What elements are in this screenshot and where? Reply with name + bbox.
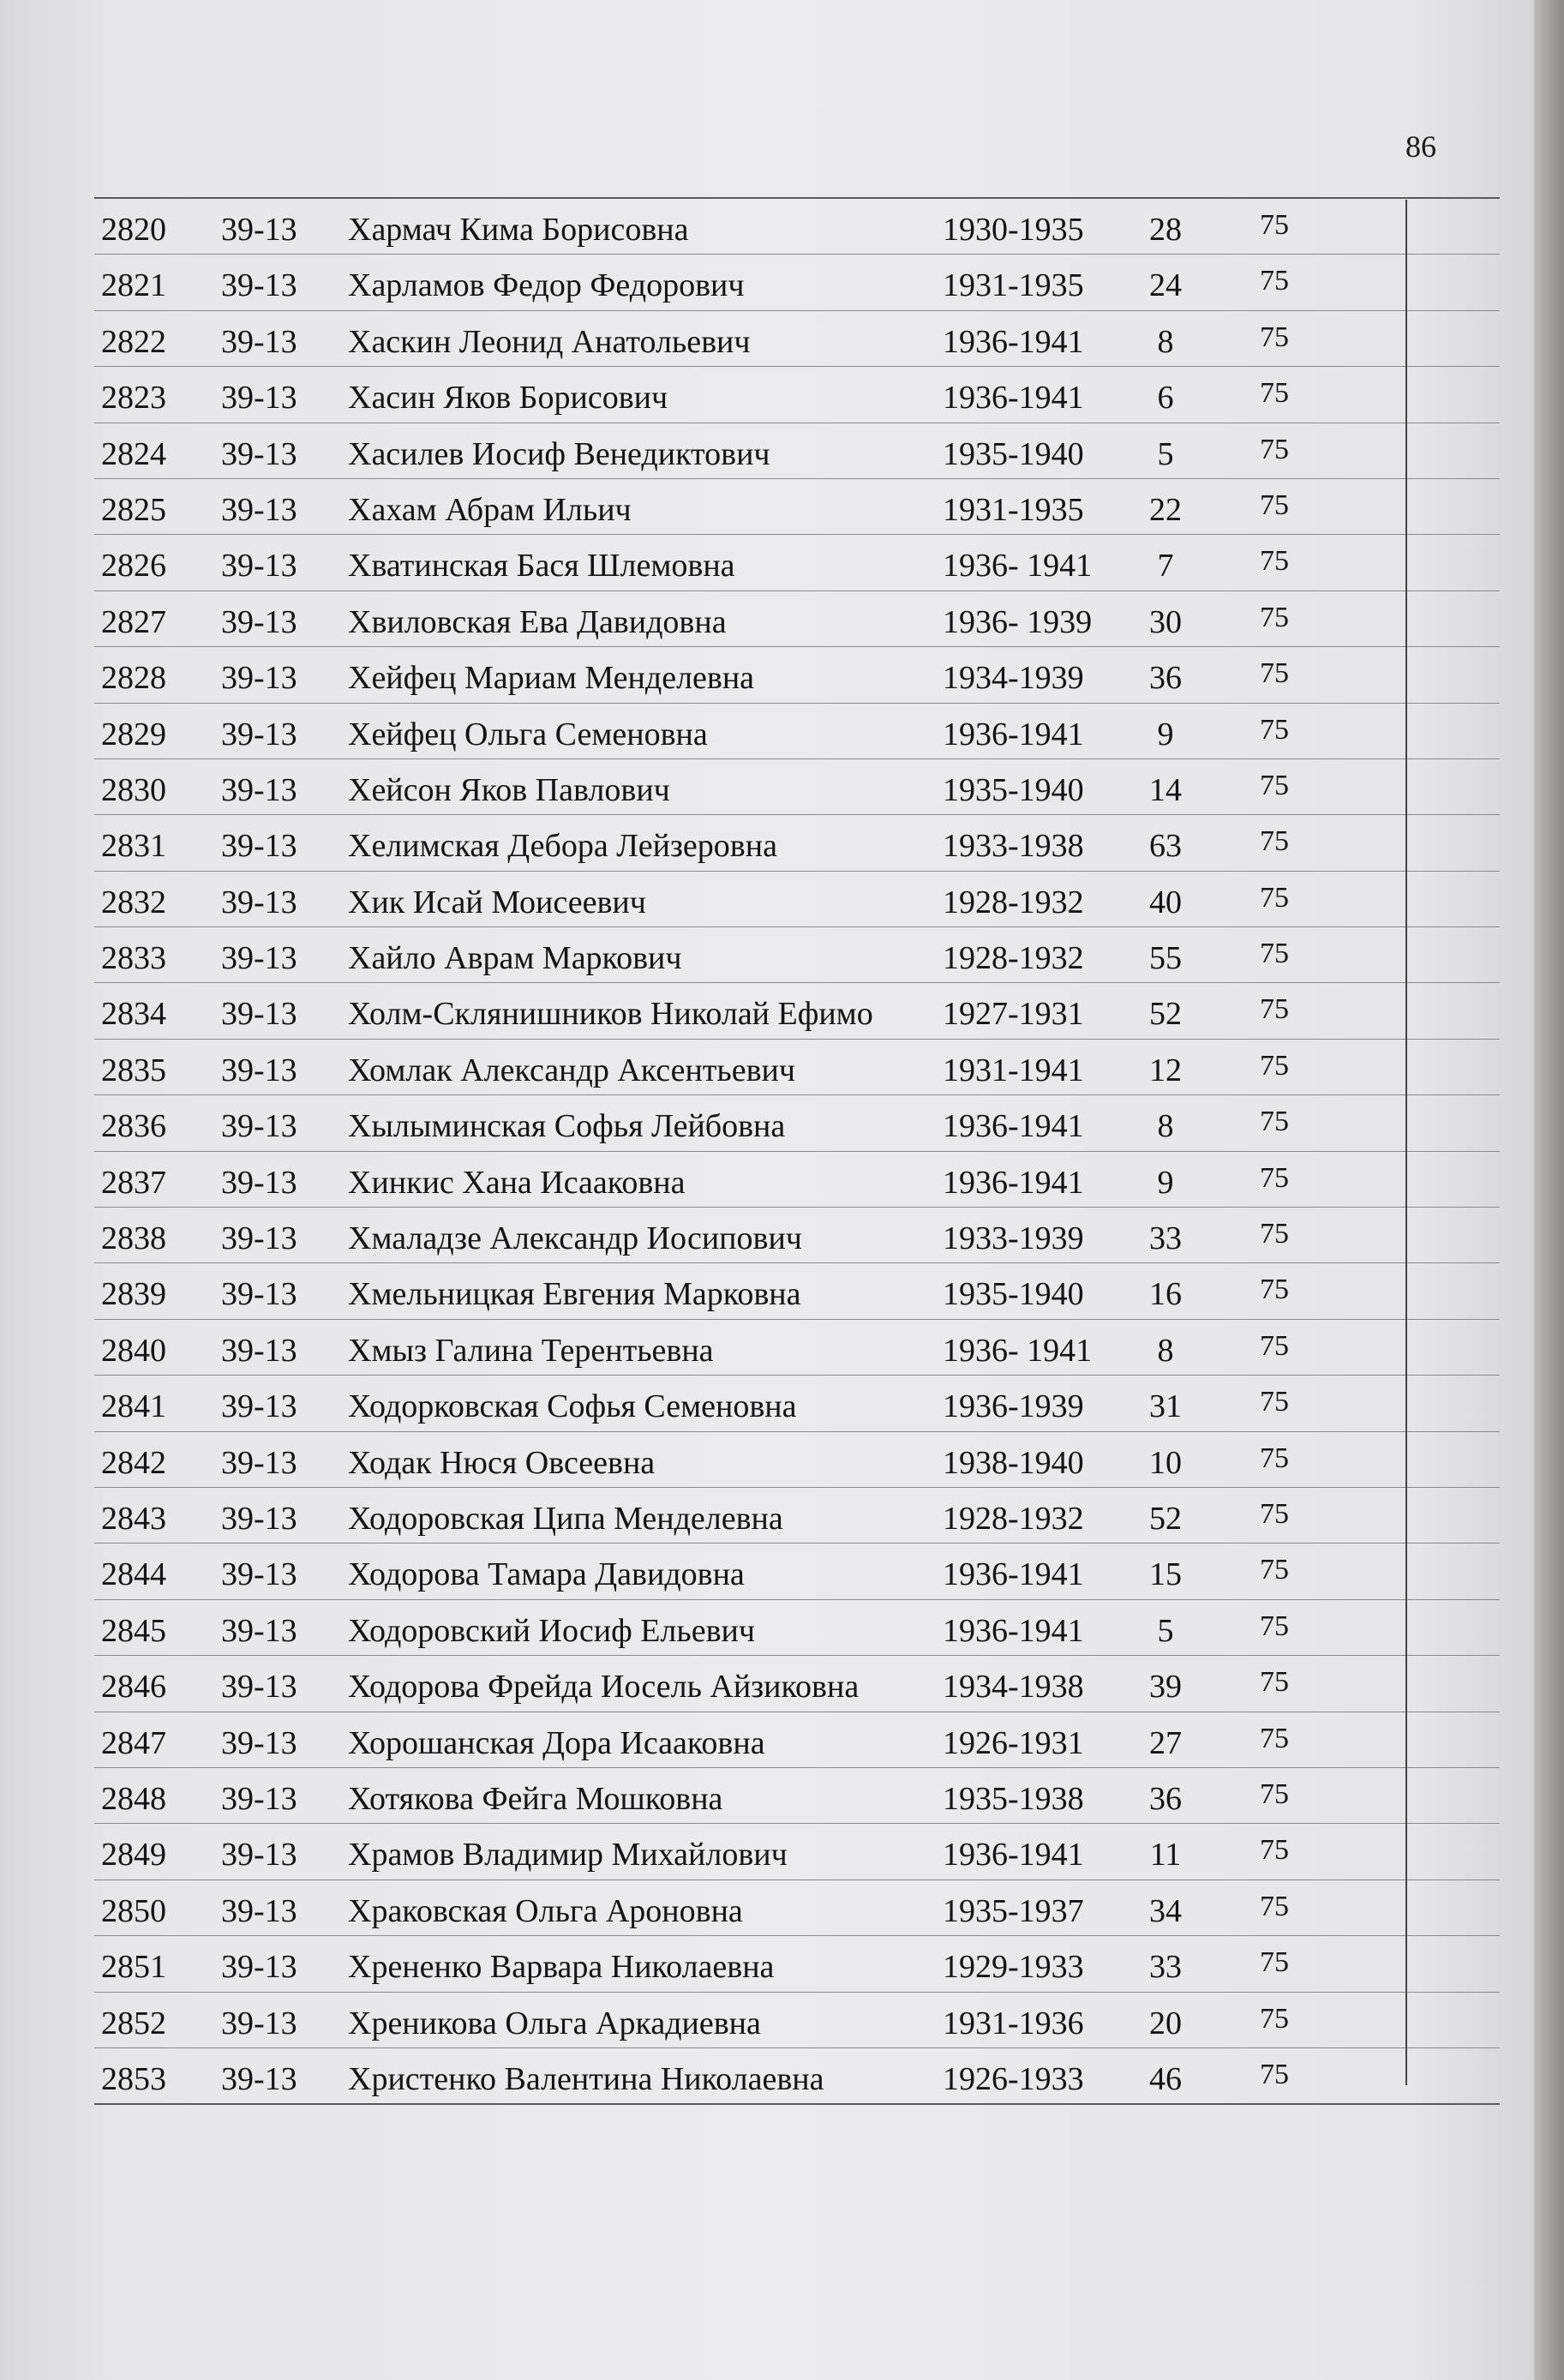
record-years: 1931-1936	[943, 2005, 1084, 2041]
record-code: 39-13	[221, 267, 297, 304]
record-count: 9	[1157, 1164, 1174, 1201]
record-count: 36	[1149, 660, 1182, 697]
table-row	[94, 1824, 1500, 1879]
record-number: 2839	[101, 1276, 166, 1313]
table-row	[94, 1544, 1500, 1599]
record-code: 39-13	[221, 996, 297, 1033]
record-name: Христенко Валентина Николаевна	[348, 2060, 824, 2097]
record-years: 1936-1941	[943, 716, 1084, 752]
record-number: 2847	[101, 1724, 166, 1761]
record-number: 2850	[101, 1892, 166, 1929]
record-code: 39-13	[221, 716, 297, 752]
record-term: 75	[1260, 545, 1289, 578]
record-number: 2848	[101, 1780, 166, 1817]
table-row	[94, 1095, 1500, 1151]
record-years: 1936-1941	[943, 1837, 1084, 1873]
record-name: Хасин Яков Борисович	[348, 380, 668, 417]
table-row	[94, 1376, 1500, 1431]
record-term: 75	[1260, 1274, 1289, 1306]
record-number: 2833	[101, 940, 166, 977]
record-term: 75	[1260, 1554, 1289, 1586]
record-number: 2829	[101, 716, 166, 752]
record-term: 75	[1260, 769, 1289, 801]
record-years: 1933-1938	[943, 828, 1084, 865]
record-term: 75	[1260, 601, 1289, 633]
record-count: 11	[1149, 1837, 1182, 1873]
record-count: 16	[1149, 1276, 1182, 1313]
record-name: Харламов Федор Федорович	[348, 267, 745, 304]
record-count: 7	[1157, 548, 1174, 585]
record-count: 28	[1149, 212, 1182, 248]
record-code: 39-13	[221, 884, 297, 920]
record-years: 1928-1932	[943, 1500, 1084, 1537]
record-years: 1926-1933	[943, 2060, 1084, 2097]
record-count: 27	[1149, 1724, 1182, 1761]
record-term: 75	[1260, 993, 1289, 1026]
record-term: 75	[1260, 265, 1289, 297]
record-count: 20	[1149, 2005, 1182, 2041]
record-years: 1931-1935	[943, 491, 1084, 528]
record-count: 8	[1157, 1332, 1174, 1369]
record-count: 5	[1157, 1612, 1174, 1649]
record-count: 31	[1149, 1388, 1182, 1425]
record-code: 39-13	[221, 828, 297, 865]
record-name: Хейфец Ольга Семеновна	[348, 716, 708, 752]
record-name: Храковская Ольга Ароновна	[348, 1892, 743, 1929]
record-code: 39-13	[221, 1164, 297, 1201]
record-years: 1935-1940	[943, 1276, 1084, 1313]
record-years: 1929-1933	[943, 1949, 1084, 1986]
record-code: 39-13	[221, 771, 297, 808]
table-row	[94, 872, 1500, 927]
record-number: 2845	[101, 1612, 166, 1649]
record-years: 1936-1941	[943, 323, 1084, 360]
record-number: 2832	[101, 884, 166, 920]
record-number: 2835	[101, 1052, 166, 1088]
record-name: Хорошанская Дора Исааковна	[348, 1724, 765, 1761]
record-code: 39-13	[221, 1276, 297, 1313]
record-count: 15	[1149, 1556, 1182, 1593]
record-number: 2840	[101, 1332, 166, 1369]
table-row	[94, 367, 1500, 423]
table-row	[94, 1488, 1500, 1544]
record-term: 75	[1260, 1161, 1289, 1194]
record-term: 75	[1260, 1610, 1289, 1642]
table-row	[94, 1656, 1500, 1712]
record-name: Ходоровский Иосиф Ельевич	[348, 1612, 755, 1649]
record-name: Хайло Аврам Маркович	[348, 940, 682, 977]
table-row	[94, 311, 1500, 367]
record-number: 2831	[101, 828, 166, 865]
table-row	[94, 591, 1500, 647]
record-name: Хахам Абрам Ильич	[348, 491, 632, 528]
record-name: Хмаладзе Александр Иосипович	[348, 1220, 802, 1257]
table-row	[94, 647, 1500, 703]
record-name: Холм-Склянишников Николай Ефимо	[348, 996, 873, 1033]
record-years: 1934-1938	[943, 1669, 1084, 1706]
record-number: 2837	[101, 1164, 166, 1201]
record-count: 63	[1149, 828, 1182, 865]
record-count: 46	[1149, 2060, 1182, 2097]
record-number: 2852	[101, 2005, 166, 2041]
record-name: Ходорковская Софья Семеновна	[348, 1388, 797, 1425]
record-years: 1938-1940	[943, 1444, 1084, 1481]
record-term: 75	[1260, 1106, 1289, 1138]
record-name: Хик Исай Моисеевич	[348, 884, 646, 920]
table-row	[94, 927, 1500, 983]
record-number: 2827	[101, 603, 166, 640]
record-years: 1927-1931	[943, 996, 1084, 1033]
record-number: 2824	[101, 435, 166, 472]
record-years: 1936-1941	[943, 1164, 1084, 1201]
record-years: 1936- 1941	[943, 1332, 1093, 1369]
record-count: 10	[1149, 1444, 1182, 1481]
record-code: 39-13	[221, 1949, 297, 1986]
record-name: Хватинская Бася Шлемовна	[348, 548, 735, 585]
record-term: 75	[1260, 1497, 1289, 1530]
table-row	[94, 479, 1500, 535]
table-row	[94, 704, 1500, 759]
record-count: 33	[1149, 1220, 1182, 1257]
record-years: 1926-1931	[943, 1724, 1084, 1761]
record-number: 2846	[101, 1669, 166, 1706]
record-count: 40	[1149, 884, 1182, 920]
record-number: 2821	[101, 267, 166, 304]
record-name: Хармач Кима Борисовна	[348, 212, 689, 248]
record-number: 2828	[101, 660, 166, 697]
record-term: 75	[1260, 209, 1289, 241]
record-years: 1936- 1941	[943, 548, 1093, 585]
record-number: 2841	[101, 1388, 166, 1425]
record-term: 75	[1260, 1666, 1289, 1699]
record-years: 1931-1935	[943, 267, 1084, 304]
record-term: 75	[1260, 1946, 1289, 1979]
table-row	[94, 983, 1500, 1039]
record-years: 1935-1940	[943, 435, 1084, 472]
record-years: 1936-1941	[943, 1612, 1084, 1649]
record-number: 2822	[101, 323, 166, 360]
record-number: 2853	[101, 2060, 166, 2097]
record-term: 75	[1260, 433, 1289, 465]
record-term: 75	[1260, 489, 1289, 521]
table-row	[94, 255, 1500, 310]
table-row	[94, 1208, 1500, 1263]
table-row	[94, 759, 1500, 815]
record-code: 39-13	[221, 603, 297, 640]
record-code: 39-13	[221, 1500, 297, 1537]
record-name: Хинкис Хана Исааковна	[348, 1164, 686, 1201]
table-row	[94, 1040, 1500, 1095]
record-years: 1936-1941	[943, 1108, 1084, 1145]
table-row	[94, 1432, 1500, 1488]
record-count: 22	[1149, 491, 1182, 528]
record-code: 39-13	[221, 2005, 297, 2041]
record-term: 75	[1260, 938, 1289, 970]
record-count: 33	[1149, 1949, 1182, 1986]
record-code: 39-13	[221, 1892, 297, 1929]
record-code: 39-13	[221, 1837, 297, 1873]
record-term: 75	[1260, 1778, 1289, 1810]
table-row	[94, 1768, 1500, 1824]
record-code: 39-13	[221, 1556, 297, 1593]
table-row	[94, 1152, 1500, 1208]
record-name: Хасилев Иосиф Венедиктович	[348, 435, 770, 472]
record-years: 1935-1937	[943, 1892, 1084, 1929]
record-code: 39-13	[221, 940, 297, 977]
record-count: 24	[1149, 267, 1182, 304]
record-code: 39-13	[221, 1724, 297, 1761]
record-count: 5	[1157, 435, 1174, 472]
record-years: 1928-1932	[943, 940, 1084, 977]
table-row	[94, 1936, 1500, 1992]
record-code: 39-13	[221, 1444, 297, 1481]
record-code: 39-13	[221, 380, 297, 417]
record-code: 39-13	[221, 2060, 297, 2097]
record-count: 55	[1149, 940, 1182, 977]
record-term: 75	[1260, 377, 1289, 410]
record-code: 39-13	[221, 1780, 297, 1817]
table-row	[94, 199, 1500, 255]
record-years: 1934-1939	[943, 660, 1084, 697]
column-divider	[1405, 200, 1407, 2085]
record-years: 1936-1939	[943, 1388, 1084, 1425]
record-term: 75	[1260, 1442, 1289, 1474]
record-years: 1928-1932	[943, 884, 1084, 920]
record-term: 75	[1260, 825, 1289, 858]
record-number: 2830	[101, 771, 166, 808]
record-number: 2838	[101, 1220, 166, 1257]
record-code: 39-13	[221, 1388, 297, 1425]
table-row	[94, 1320, 1500, 1376]
record-number: 2843	[101, 1500, 166, 1537]
record-years: 1936-1941	[943, 380, 1084, 417]
record-code: 39-13	[221, 323, 297, 360]
record-count: 39	[1149, 1669, 1182, 1706]
record-number: 2826	[101, 548, 166, 585]
record-count: 14	[1149, 771, 1182, 808]
record-term: 75	[1260, 1890, 1289, 1922]
record-number: 2849	[101, 1837, 166, 1873]
record-name: Хреникова Ольга Аркадиевна	[348, 2005, 761, 2041]
record-years: 1935-1938	[943, 1780, 1084, 1817]
record-name: Хотякова Фейга Мошковна	[348, 1780, 723, 1817]
record-code: 39-13	[221, 491, 297, 528]
record-term: 75	[1260, 1329, 1289, 1362]
record-name: Хомлак Александр Аксентьевич	[348, 1052, 795, 1088]
record-name: Ходорова Фрейда Иосель Айзиковна	[348, 1669, 860, 1706]
table-row	[94, 1263, 1500, 1319]
record-term: 75	[1260, 657, 1289, 690]
record-years: 1930-1935	[943, 212, 1084, 248]
record-number: 2825	[101, 491, 166, 528]
table-row	[94, 1600, 1500, 1656]
record-number: 2823	[101, 380, 166, 417]
record-name: Хмыз Галина Терентьевна	[348, 1332, 714, 1369]
record-term: 75	[1260, 881, 1289, 914]
record-term: 75	[1260, 1049, 1289, 1082]
record-term: 75	[1260, 1722, 1289, 1754]
record-term: 75	[1260, 321, 1289, 353]
record-code: 39-13	[221, 1612, 297, 1649]
record-count: 12	[1149, 1052, 1182, 1088]
record-number: 2834	[101, 996, 166, 1033]
record-term: 75	[1260, 1218, 1289, 1250]
record-count: 9	[1157, 716, 1174, 752]
record-name: Хейсон Яков Павлович	[348, 771, 670, 808]
record-number: 2820	[101, 212, 166, 248]
record-name: Хейфец Мариам Менделевна	[348, 660, 755, 697]
record-count: 34	[1149, 1892, 1182, 1929]
table-row	[94, 1712, 1500, 1768]
record-years: 1931-1941	[943, 1052, 1084, 1088]
record-number: 2844	[101, 1556, 166, 1593]
record-number: 2851	[101, 1949, 166, 1986]
table-row	[94, 423, 1500, 479]
record-code: 39-13	[221, 548, 297, 585]
record-code: 39-13	[221, 1108, 297, 1145]
record-count: 52	[1149, 1500, 1182, 1537]
record-term: 75	[1260, 1834, 1289, 1867]
record-years: 1933-1939	[943, 1220, 1084, 1257]
record-name: Хелимская Дебора Лейзеровна	[348, 828, 777, 865]
table-row	[94, 535, 1500, 591]
record-code: 39-13	[221, 1052, 297, 1088]
record-name: Храмов Владимир Михайлович	[348, 1837, 788, 1873]
record-term: 75	[1260, 1386, 1289, 1418]
record-years: 1935-1940	[943, 771, 1084, 808]
record-name: Хвиловская Ева Давидовна	[348, 603, 727, 640]
record-code: 39-13	[221, 1220, 297, 1257]
record-count: 52	[1149, 996, 1182, 1033]
record-code: 39-13	[221, 660, 297, 697]
record-code: 39-13	[221, 1332, 297, 1369]
record-count: 8	[1157, 323, 1174, 360]
page-edge-shadow	[1534, 0, 1564, 2380]
record-name: Хрененко Варвара Николаевна	[348, 1949, 775, 1986]
record-count: 30	[1149, 603, 1182, 640]
records-table	[94, 197, 1500, 2105]
record-term: 75	[1260, 2058, 1289, 2090]
record-name: Ходак Нюся Овсеевна	[348, 1444, 656, 1481]
record-code: 39-13	[221, 212, 297, 248]
record-term: 75	[1260, 2002, 1289, 2035]
record-years: 1936- 1939	[943, 603, 1093, 640]
record-name: Хмельницкая Евгения Марковна	[348, 1276, 801, 1313]
table-row	[94, 1993, 1500, 2048]
table-row	[94, 815, 1500, 871]
record-code: 39-13	[221, 1669, 297, 1706]
record-number: 2842	[101, 1444, 166, 1481]
record-count: 6	[1157, 380, 1174, 417]
record-count: 36	[1149, 1780, 1182, 1817]
record-name: Ходоровская Ципа Менделевна	[348, 1500, 783, 1537]
record-count: 8	[1157, 1108, 1174, 1145]
record-years: 1936-1941	[943, 1556, 1084, 1593]
table-row	[94, 2048, 1500, 2103]
record-code: 39-13	[221, 435, 297, 472]
table-row	[94, 1880, 1500, 1936]
page-number: 86	[1405, 129, 1436, 164]
record-name: Хылыминская Софья Лейбовна	[348, 1108, 786, 1145]
record-name: Хаскин Леонид Анатольевич	[348, 323, 751, 360]
record-term: 75	[1260, 713, 1289, 746]
record-name: Ходорова Тамара Давидовна	[348, 1556, 745, 1593]
record-number: 2836	[101, 1108, 166, 1145]
